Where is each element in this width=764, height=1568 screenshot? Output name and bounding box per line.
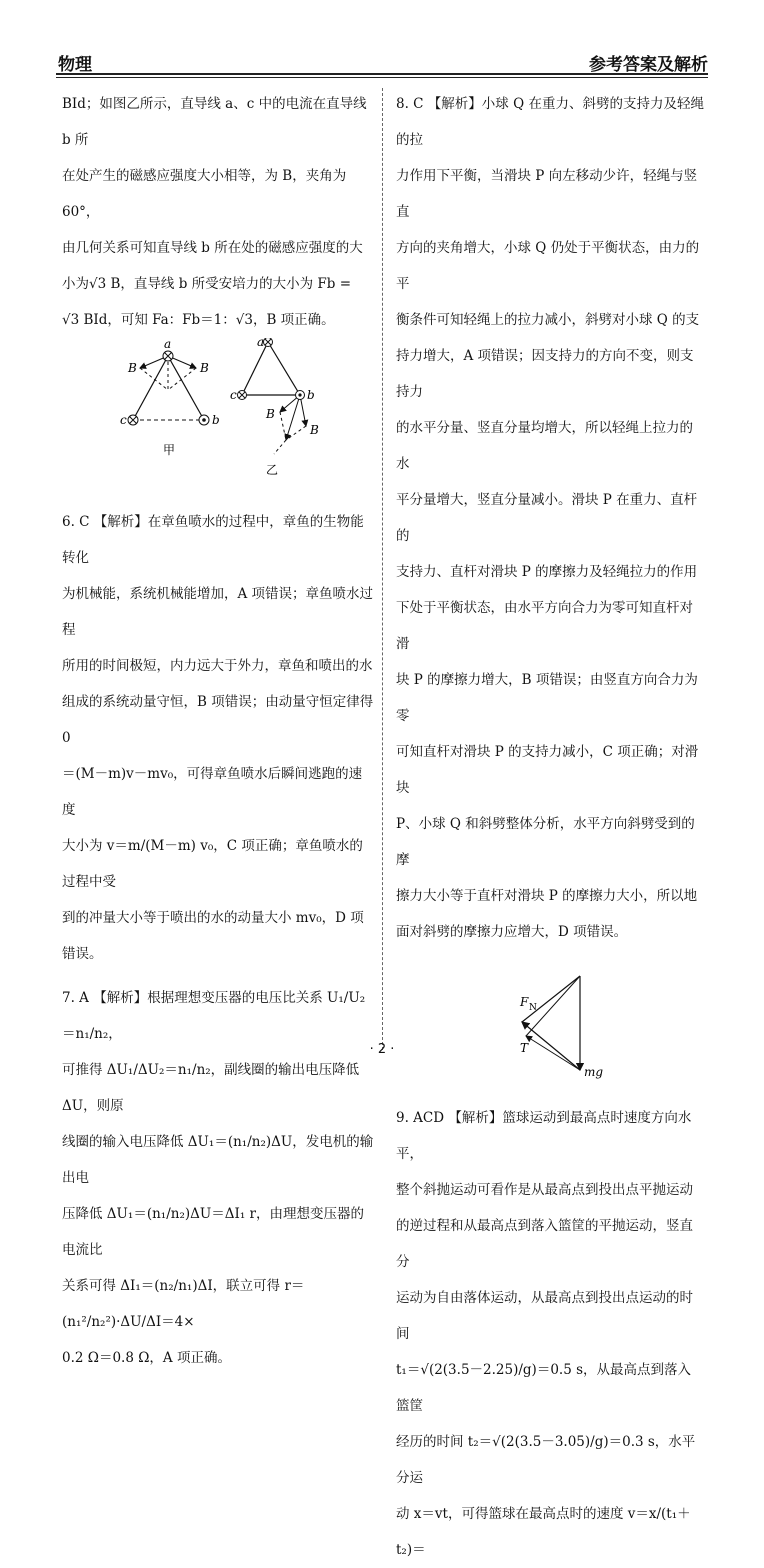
q9-answer <box>396 1100 704 1568</box>
text-line: 整个斜抛运动可看作是从最高点到投出点平抛运动 <box>396 1182 693 1198</box>
figure-yi <box>230 338 319 477</box>
text-line: 线圈的输入电压降低 ΔU₁＝(n₁/n₂)ΔU，发电机的输出电 <box>62 1134 374 1186</box>
text-line: 在处产生的磁感应强度大小相等，为 B，夹角为 60°， <box>62 168 347 220</box>
text-line: 方向的夹角增大，小球 Q 仍处于平衡状态，由力的平 <box>396 240 700 292</box>
label-B: B <box>200 361 209 375</box>
label-c: c <box>230 388 237 402</box>
text-line: 大小为 v＝m/(M－m) v₀，C 项正确；章鱼喷水的过程中受 <box>62 838 363 890</box>
q8-answer <box>396 86 704 950</box>
subject-title: 物理 <box>58 55 92 75</box>
label-c: c <box>120 413 127 427</box>
text-line: 为机械能，系统机械能增加，A 项错误；章鱼喷水过程 <box>62 586 374 638</box>
page-header <box>56 48 708 74</box>
q5-continued <box>62 86 374 338</box>
label-N-subscript: N <box>529 1003 537 1013</box>
text-line: P、小球 Q 和斜劈整体分析，水平方向斜劈受到的摩 <box>396 816 695 868</box>
force-triangle-figure <box>396 950 704 1100</box>
text-line: 持力增大，A 项错误；因支持力的方向不变，则支持力 <box>396 348 694 400</box>
text-line: 衡条件可知轻绳上的拉力减小，斜劈对小球 Q 的支 <box>396 312 700 328</box>
label-a: a <box>257 338 265 349</box>
text-line: 动 x＝vt，可得篮球在最高点时的速度 v＝x/(t₁＋t₂)＝ <box>396 1506 691 1558</box>
q6-answer <box>62 504 374 972</box>
header-rule-thick <box>56 73 708 75</box>
left-column <box>62 86 374 1376</box>
text-line: 所用的时间极短，内力远大于外力，章鱼和喷出的水 <box>62 658 373 674</box>
text-line: 6. C 【解析】在章鱼喷水的过程中，章鱼的生物能转化 <box>62 514 364 566</box>
text-line: 的水平分量、竖直分量均增大，所以轻绳上拉力的水 <box>396 420 693 472</box>
label-a: a <box>164 338 172 351</box>
text-line: 压降低 ΔU₁＝(n₁/n₂)ΔU＝ΔI₁ r，由理想变压器的电流比 <box>62 1206 364 1258</box>
label-b: b <box>307 388 315 402</box>
text-line: 小为√3 B，直导线 b 所受安培力的大小为 Fb = <box>62 276 352 292</box>
text-line: √3 BId，可知 Fa：Fb＝1：√3，B 项正确。 <box>62 312 335 328</box>
text-line: 可推得 ΔU₁/ΔU₂＝n₁/n₂，副线圈的输出电压降低 ΔU，则原 <box>62 1062 360 1114</box>
right-column <box>396 86 704 1568</box>
caption-jia: 甲 <box>163 443 176 457</box>
label-B: B <box>266 407 275 421</box>
figure-jia <box>120 338 220 457</box>
text-line: BId；如图乙所示，直导线 a、c 中的电流在直导线 b 所 <box>62 96 367 148</box>
text-line: 9. ACD 【解析】篮球运动到最高点时速度方向水平， <box>396 1110 692 1162</box>
magnetic-field-figures <box>62 338 374 504</box>
text-line: 0.2 Ω＝0.8 Ω，A 项正确。 <box>62 1350 231 1366</box>
text-line: 面对斜劈的摩擦力应增大，D 项错误。 <box>396 924 628 940</box>
label-T: T <box>520 1041 529 1055</box>
text-line: 7. A 【解析】根据理想变压器的电压比关系 U₁/U₂＝n₁/n₂， <box>62 990 366 1042</box>
page-number: · 2 · <box>369 1042 395 1057</box>
text-line: 组成的系统动量守恒，B 项错误；由动量守恒定律得 0 <box>62 694 374 746</box>
text-line: 关系可得 ΔI₁＝(n₂/n₁)ΔI，联立可得 r＝(n₁²/n₂²)·ΔU/ΔI＝4× <box>62 1278 305 1330</box>
column-divider <box>382 88 383 1050</box>
text-line: 运动为自由落体运动，从最高点到投出点运动的时间 <box>396 1290 693 1342</box>
label-B: B <box>310 423 319 437</box>
text-line: t₁＝√(2(3.5－2.25)/g)＝0.5 s，从最高点到落入篮筐 <box>396 1362 692 1414</box>
text-line: 到的冲量大小等于喷出的水的动量大小 mv₀，D 项 <box>62 910 364 926</box>
text-line: 错误。 <box>62 946 103 962</box>
text-line: ＝(M－m)v－mv₀，可得章鱼喷水后瞬间逃跑的速度 <box>62 766 363 818</box>
section-title: 参考答案及解析 <box>589 55 708 75</box>
label-b: b <box>212 413 220 427</box>
text-line: 的逆过程和从最高点到落入篮筐的平抛运动，竖直分 <box>396 1218 693 1270</box>
label-F: F <box>520 995 529 1009</box>
text-line: 8. C 【解析】小球 Q 在重力、斜劈的支持力及轻绳的拉 <box>396 96 704 148</box>
label-B: B <box>128 361 137 375</box>
text-line: 支持力、直杆对滑块 P 的摩擦力及轻绳拉力的作用 <box>396 564 698 580</box>
q7-answer <box>62 980 374 1376</box>
header-rule-thin <box>56 77 708 78</box>
text-line: 平分量增大，竖直分量减小。滑块 P 在重力、直杆的 <box>396 492 698 544</box>
text-line: 块 P 的摩擦力增大，B 项错误；由竖直方向合力为零 <box>396 672 698 724</box>
caption-yi: 乙 <box>266 463 279 477</box>
label-mg: mg <box>584 1065 604 1079</box>
text-line: 由几何关系可知直导线 b 所在处的磁感应强度的大 <box>62 240 363 256</box>
text-line: 可知直杆对滑块 P 的支持力减小，C 项正确；对滑块 <box>396 744 699 796</box>
text-line: 下处于平衡状态，由水平方向合力为零可知直杆对滑 <box>396 600 693 652</box>
text-line: 力作用下平衡，当滑块 P 向左移动少许，轻绳与竖直 <box>396 168 698 220</box>
text-line: 经历的时间 t₂＝√(2(3.5－3.05)/g)＝0.3 s，水平分运 <box>396 1434 696 1486</box>
text-line: 擦力大小等于直杆对滑块 P 的摩擦力大小，所以地 <box>396 888 698 904</box>
